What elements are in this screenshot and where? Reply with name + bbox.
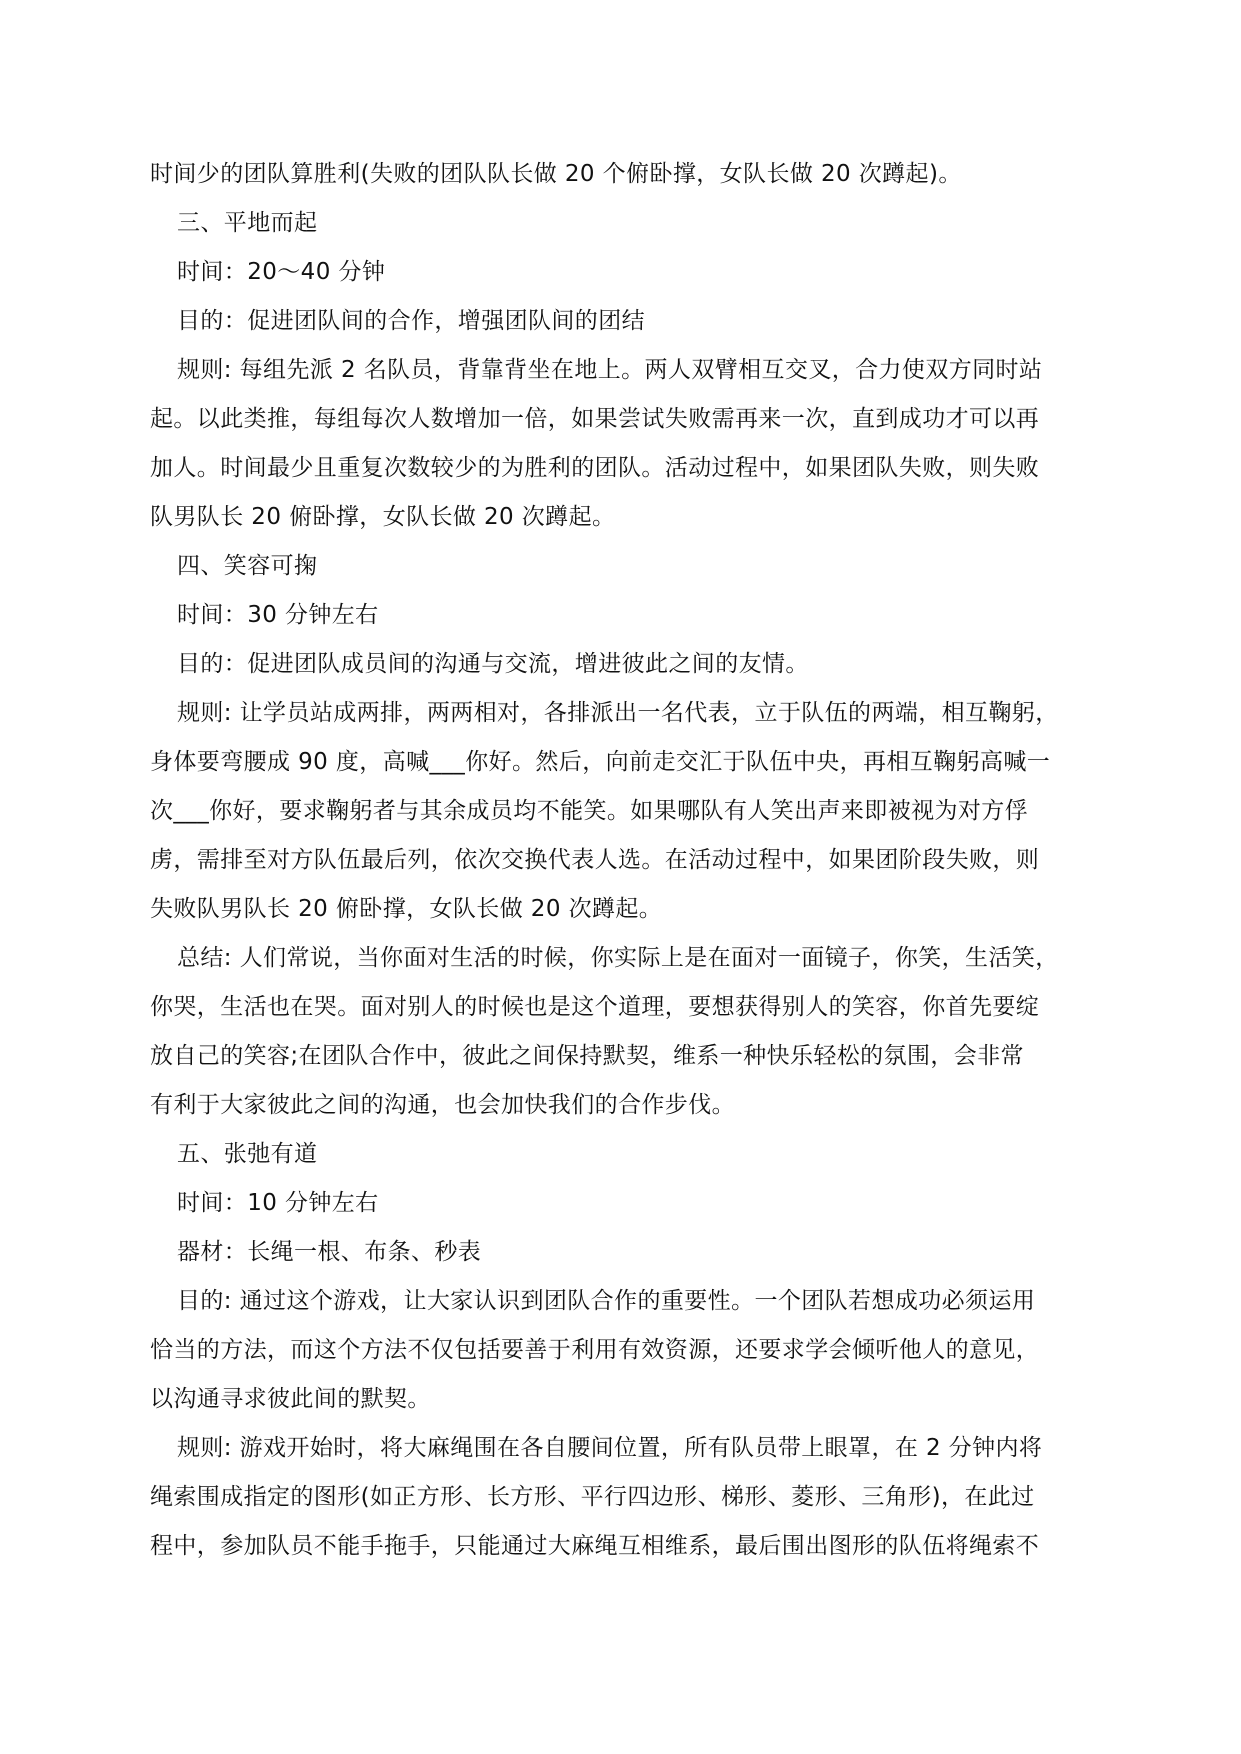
text-line: 身体要弯腰成 90 度，高喊___你好。然后，向前走交汇于队伍中央，再相互鞠躬高喊一 [150, 749, 1051, 775]
text-line: 起。以此类推，每组每次人数增加一倍，如果尝试失败需再来一次，直到成功才可以再 [150, 406, 1040, 432]
text-line: 时间少的团队算胜利(失败的团队队长做 20 个俯卧撑，女队长做 20 次蹲起)。 [150, 161, 962, 187]
document-body [150, 150, 1095, 1571]
text-line: 有利于大家彼此之间的沟通，也会加快我们的合作步伐。 [150, 1092, 735, 1118]
text-line: 虏，需排至对方队伍最后列，依次交换代表人选。在活动过程中，如果团阶段失败，则 [150, 847, 1040, 873]
text-line: 四、笑容可掬 [177, 553, 318, 579]
text-line: 放自己的笑容;在团队合作中，彼此之间保持默契，维系一种快乐轻松的氛围，会非常 [150, 1043, 1024, 1069]
text-line: 规则: 每组先派 2 名队员，背靠背坐在地上。两人双臂相互交叉，合力使双方同时站 [177, 357, 1043, 383]
text-line: 次___你好，要求鞠躬者与其余成员均不能笑。如果哪队有人笑出声来即被视为对方俘 [150, 798, 1029, 824]
text-line: 你哭，生活也在哭。面对别人的时候也是这个道理，要想获得别人的笑容，你首先要绽 [150, 994, 1040, 1020]
text-line: 时间：10 分钟左右 [177, 1190, 379, 1216]
text-line: 器材：长绳一根、布条、秒表 [177, 1239, 482, 1265]
text-line: 加人。时间最少且重复次数较少的为胜利的团队。活动过程中，如果团队失败，则失败 [150, 455, 1040, 481]
text-line: 恰当的方法，而这个方法不仅包括要善于利用有效资源，还要求学会倾听他人的意见， [150, 1337, 1040, 1363]
text-line: 五、张弛有道 [177, 1141, 318, 1167]
text-line: 时间：30 分钟左右 [177, 602, 379, 628]
text-line: 目的: 通过这个游戏，让大家认识到团队合作的重要性。一个团队若想成功必须运用 [177, 1288, 1036, 1314]
text-line: 规则: 游戏开始时，将大麻绳围在各自腰间位置，所有队员带上眼罩，在 2 分钟内将 [177, 1435, 1043, 1461]
text-line: 绳索围成指定的图形(如正方形、长方形、平行四边形、梯形、菱形、三角形)，在此过 [150, 1484, 1035, 1510]
text-line: 规则: 让学员站成两排，两两相对，各排派出一名代表，立于队伍的两端，相互鞠躬， [177, 700, 1059, 726]
text-line: 队男队长 20 俯卧撑，女队长做 20 次蹲起。 [150, 504, 616, 530]
text-line: 失败队男队长 20 俯卧撑，女队长做 20 次蹲起。 [150, 896, 663, 922]
text-line: 时间：20～40 分钟 [177, 259, 386, 285]
text-line: 总结: 人们常说，当你面对生活的时候，你实际上是在面对一面镜子，你笑，生活笑， [177, 945, 1059, 971]
text-line: 三、平地而起 [177, 210, 318, 236]
text-line: 程中，参加队员不能手拖手，只能通过大麻绳互相维系，最后围出图形的队伍将绳索不 [150, 1533, 1040, 1559]
text-line: 以沟通寻求彼此间的默契。 [150, 1386, 431, 1412]
text-line: 目的：促进团队间的合作，增强团队间的团结 [177, 308, 645, 334]
text-line: 目的：促进团队成员间的沟通与交流，增进彼此之间的友情。 [177, 651, 809, 677]
